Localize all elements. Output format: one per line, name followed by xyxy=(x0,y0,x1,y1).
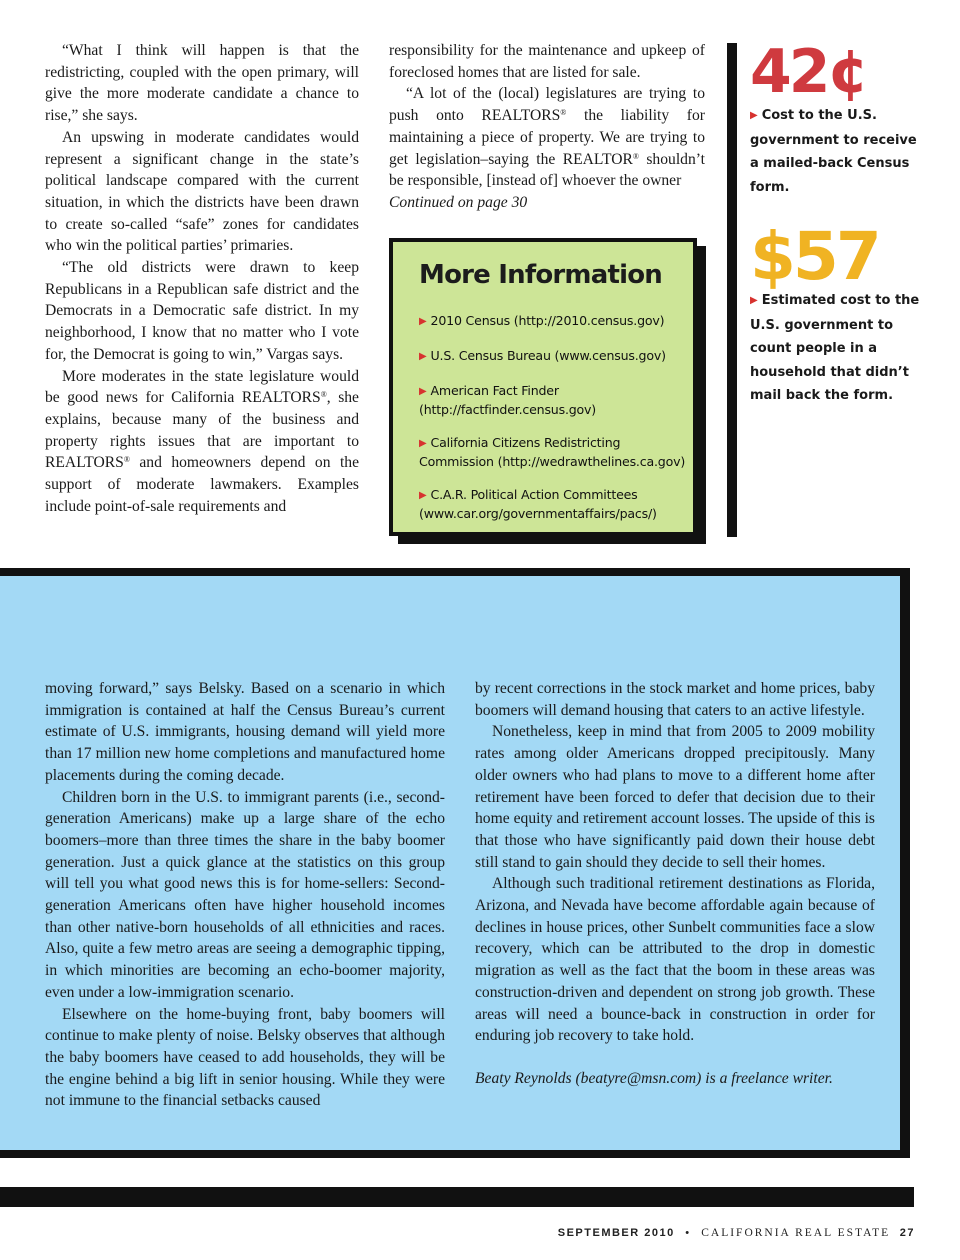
footer-rule xyxy=(0,1187,914,1207)
stat-household-count-cost: $57 xyxy=(750,218,879,295)
triangle-bullet-icon: ▶ xyxy=(419,351,427,362)
resource-link[interactable]: California Citizens Redistricting Commission (http://wedrawthelines.ca.gov) xyxy=(419,435,686,469)
triangle-bullet-icon: ▶ xyxy=(419,438,427,449)
page-footer xyxy=(558,1227,915,1239)
triangle-bullet-icon: ▶ xyxy=(750,110,758,121)
paragraph: Although such traditional retirement destinations as Florida, Arizona, and Nevada have become affordable again because of declines in house prices, other Sunbelt communities face a slow recovery, which can be attributed to the drop in domestic migration as well as the fact that the boom in these areas was construction-driven and dependent on strong job growth. These areas will need a bounce-back in construction in order for enduring job recovery to take hold. xyxy=(475,875,875,1045)
sidebar-rule xyxy=(727,43,737,537)
stat-census-form-cost: 42¢ xyxy=(750,37,867,107)
resource-link[interactable]: U.S. Census Bureau (www.census.gov) xyxy=(430,348,666,363)
triangle-bullet-icon: ▶ xyxy=(419,490,427,501)
resource-link[interactable]: 2010 Census (http://2010.census.gov) xyxy=(430,313,665,328)
article-bottom-left-column xyxy=(45,678,445,1112)
list-item xyxy=(419,382,689,418)
article-top-middle-column xyxy=(389,40,705,214)
author-byline: Beaty Reynolds (beatyre@msn.com) is a freelance writer. xyxy=(475,1069,833,1087)
resource-link[interactable]: C.A.R. Political Action Committees (www.car.org/governmentaffairs/pacs/) xyxy=(419,487,657,521)
continued-note: Continued on page 30 xyxy=(389,193,528,211)
more-information-list xyxy=(419,312,689,538)
stat-description-text: Estimated cost to the U.S. government to count people in a household that didn’t mail back the form. xyxy=(750,293,920,403)
list-item xyxy=(419,347,689,366)
paragraph: by recent corrections in the stock market and home prices, baby boomers will demand housing that caters to an active lifestyle. xyxy=(475,680,875,719)
triangle-bullet-icon: ▶ xyxy=(750,295,758,306)
article-top-left-column xyxy=(45,40,359,517)
paragraph: Nonetheless, keep in mind that from 2005 to 2009 mobility rates among older Americans dropped precipitously. Many older owners who had plans to move to a different home after retirement have been forced to defer that decision due to their home equity and retirement account losses. The upside of this is that those who have significantly paid down their house debt still stand to gain should they decide to sell their homes. xyxy=(475,723,875,871)
resource-link[interactable]: American Fact Finder (http://factfinder.census.gov) xyxy=(419,383,597,417)
paragraph: Children born in the U.S. to immigrant parents (i.e., second-generation Americans) make up a large share of the echo boomers–more than three times the share in the baby boomer generation. Just a quick glance at the statistics on this group will tell you what good news this is for home-sellers: Second-generation Americans often have higher household incomes than other native-born households of all ethnicities and races. Also, quite a few metro areas are seeing a demographic tipping, in which minorities are becoming an echo-boomer majority, even under a low-immigration scenario. xyxy=(45,788,445,1001)
stat-census-form-description xyxy=(750,104,930,199)
list-item xyxy=(419,486,689,522)
stat-household-count-description xyxy=(750,289,930,408)
paragraph: An upswing in moderate candidates would represent a significant change in the state’s political landscape compared with the current situation, in which the districts have been drawn to create so-called “safe” zones for candidates who win the political parties’ primaries. xyxy=(45,128,359,255)
paragraph: responsibility for the maintenance and upkeep of foreclosed homes that are listed for sale. xyxy=(389,42,705,81)
page-number: 27 xyxy=(899,1227,915,1239)
footer-separator: • xyxy=(685,1227,691,1239)
paragraph: “What I think will happen is that the redistricting, coupled with the open primary, will give the more moderate candidate a chance to rise,” she says. xyxy=(45,42,359,125)
paragraph: “A lot of the (local) legislatures are trying to push onto REALTORS® the liability for maintaining a piece of property. We are trying to get legislation–saying the REALTOR® shouldn’t be responsible, [instead of] whoever the owner xyxy=(389,85,705,190)
more-information-box xyxy=(389,238,697,536)
triangle-bullet-icon: ▶ xyxy=(419,316,427,327)
article-bottom-right-column xyxy=(475,678,875,1090)
list-item xyxy=(419,434,689,470)
more-information-title: More Information xyxy=(419,260,662,290)
list-item xyxy=(419,312,689,331)
paragraph: Elsewhere on the home-buying front, baby boomers will continue to make plenty of noise. Belsky observes that although the baby boomers have ceased to add households, they will be the engine behind a big lift in senior housing. While they were not immune to the financial setbacks caused xyxy=(45,1005,445,1110)
issue-date: SEPTEMBER 2010 xyxy=(557,1227,675,1239)
publication-name: CALIFORNIA REAL ESTATE xyxy=(701,1227,891,1239)
stat-description-text: Cost to the U.S. government to receive a mailed-back Census form. xyxy=(750,108,917,195)
triangle-bullet-icon: ▶ xyxy=(419,386,427,397)
paragraph: More moderates in the state legislature would be good news for California REALTORS®, she explains, because many of the business and property rights issues that are important to REALTORS® and homeowners depend on the support of moderate lawmakers. Examples include point-of-sale requirements and xyxy=(45,367,359,515)
paragraph: moving forward,” says Belsky. Based on a scenario in which immigration is contained at half the Census Bureau’s current estimate of U.S. immigrants, housing demand will yield more than 17 million new home completions and manufactured home placements during the coming decade. xyxy=(45,680,445,784)
paragraph: “The old districts were drawn to keep Republicans in a Republican safe district and the Democrats in a Democratic safe district. In my neighborhood, I know that no matter who I vote for, the Democrat is going to win,” Vargas says. xyxy=(45,259,359,363)
